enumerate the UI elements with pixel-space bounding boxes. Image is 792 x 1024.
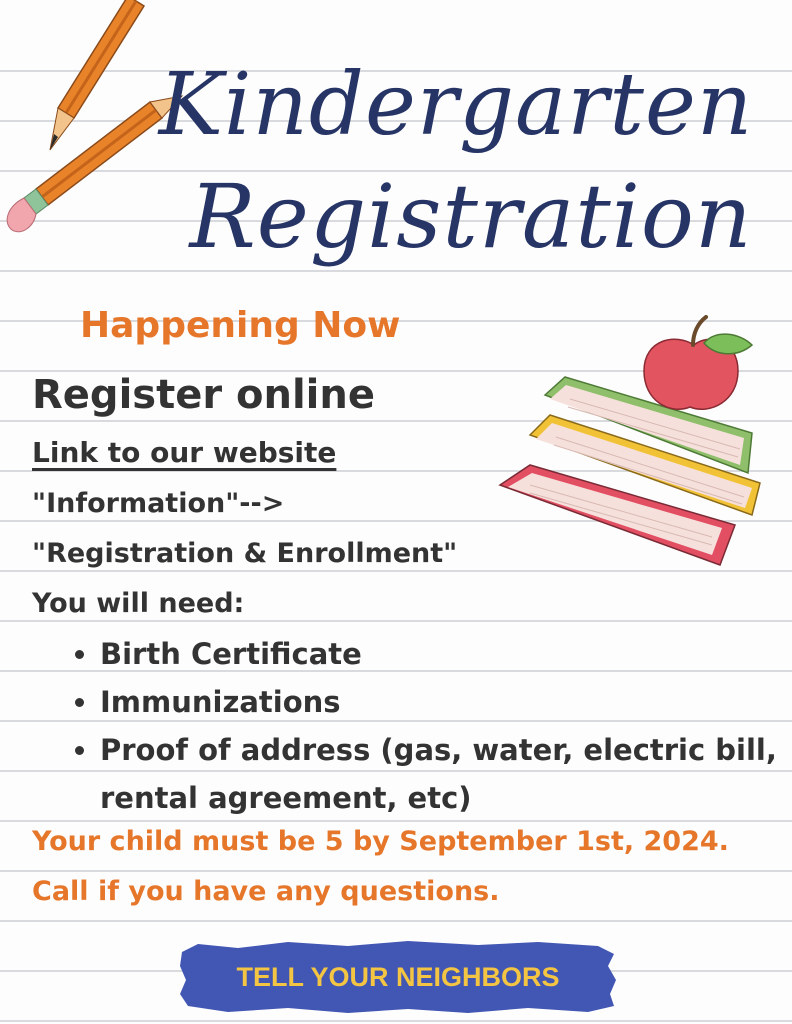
title-line-2: Registration [189, 165, 753, 268]
banner-text: TELL YOUR NEIGHBORS [236, 962, 560, 992]
list-item: • Birth Certificate [100, 630, 792, 678]
requirements-heading: You will need: [32, 588, 245, 619]
list-item: • Proof of address (gas, water, electric bill, rental agreement, etc) [100, 726, 792, 822]
information-path-text: "Information"--> [32, 488, 285, 519]
website-link[interactable]: Link to our website [32, 436, 337, 469]
title-line-1: Kindergarten [158, 55, 754, 155]
registration-path-text: "Registration & Enrollment" [32, 538, 458, 569]
tell-neighbors-banner [178, 940, 618, 1014]
happening-now-heading: Happening Now [80, 305, 401, 346]
register-online-heading: Register online [32, 372, 375, 418]
list-item: • Immunizations [100, 678, 792, 726]
call-notice: Call if you have any questions. [32, 876, 500, 907]
requirements-list [60, 630, 792, 822]
books-with-apple-icon [490, 315, 780, 585]
apple-icon [644, 317, 752, 409]
age-requirement-notice: Your child must be 5 by September 1st, 2024. [32, 826, 729, 857]
